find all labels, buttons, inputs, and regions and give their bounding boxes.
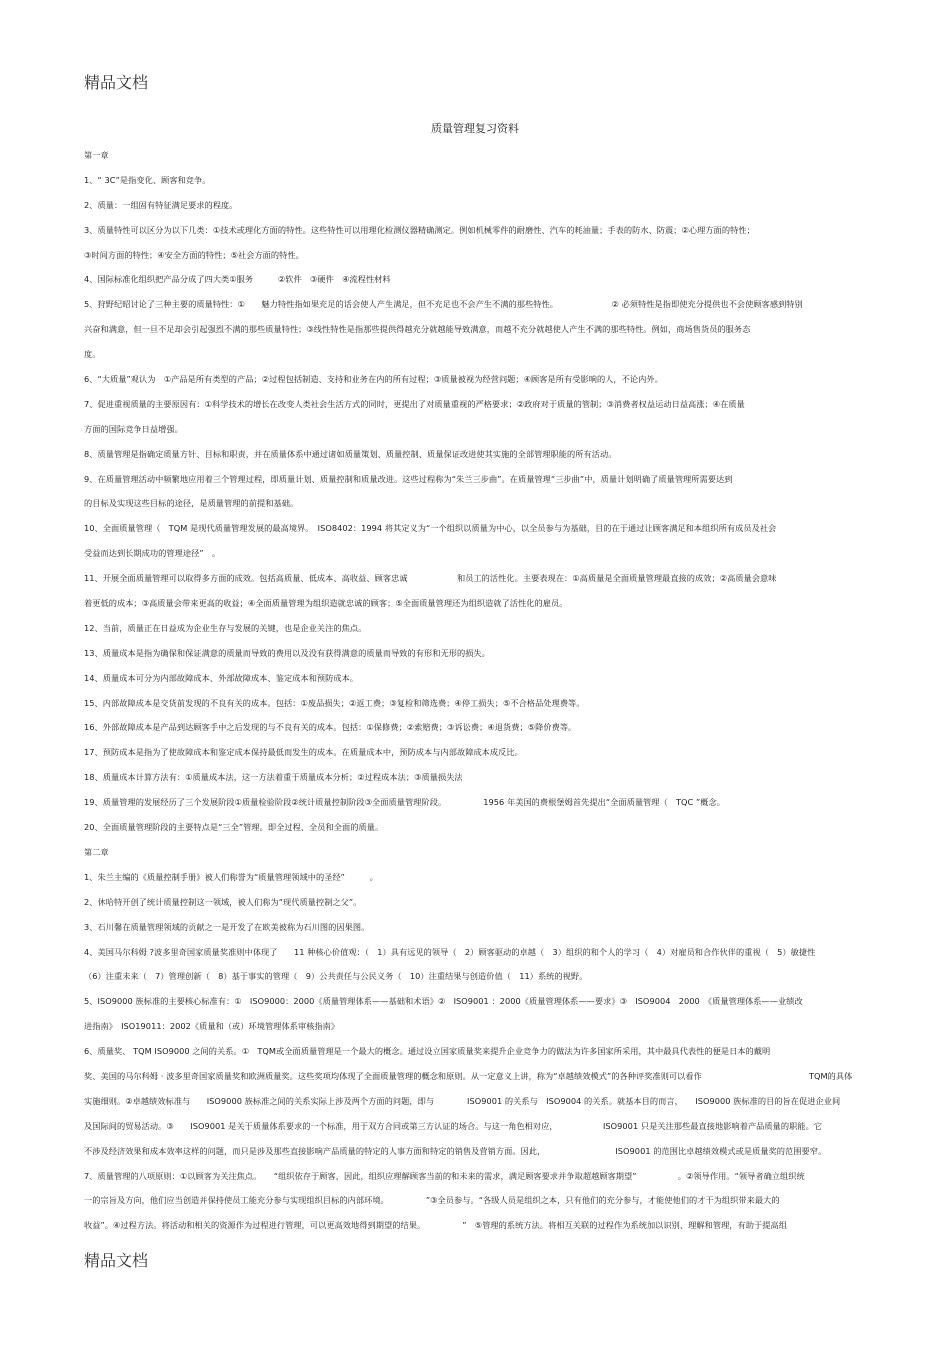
text-line: 2、质量：一组固有特征满足要求的程度。 — [84, 199, 238, 210]
text-line: 收益”。④过程方法。将活动和相关的资源作为过程进行管理，可以更高效地得到期望的结果。 ” ⑤管理的系统方法。将相互关联的过程作为系统加以识别、理解和管理，有助于提高组 — [84, 1220, 787, 1231]
text-line: 的目标及实现这些目标的途径，是质量管理的前提和基础。 — [84, 498, 299, 509]
text-line: 受益而达到长期成功的管理途径” 。 — [84, 548, 221, 559]
document-body — [84, 143, 929, 1238]
text-line: 一的宗旨及方向，他们应当创造并保持使员工能充分参与实现组织目标的内部环境。 ”③全员参与。“各级人员是组织之本，只有他们的充分参与，才能使他们的才干为组织带来最大的 — [84, 1195, 780, 1206]
text-line: 及国际间的贸易活动。③ ISO9001 是关于质量体系要求的一个标准，用于双方合同或第三方认证的场合。与这一角色相对应， ISO9001 只是关注那些最直接地影响着产品质量的职能。它 — [84, 1120, 823, 1131]
text-line: 进指南》 ISO19011：2002《质量和（或）环境管理体系审核指南》 — [84, 1021, 340, 1032]
text-line: 14、质量成本可分为内部故障成本、外部故障成本、鉴定成本和预防成本。 — [84, 672, 359, 683]
text-line: 6、质量奖、 TQM ISO9000 之间的关系。① TQM或全面质量管理是一个最大的概念。通过设立国家质量奖来提升企业竞争力的做法为许多国家所采用，其中最具代表性的便是日本的戴明 — [84, 1046, 771, 1057]
text-line: 19、质量管理的发展经历了三个发展阶段①质量检验阶段②统计质量控制阶段③全面质量管理阶段。 1956 年美国的费根堡姆首先提出“全面质量管理（ TQC ”概念。 — [84, 797, 725, 808]
text-line: 1、“ 3C”是指变化、顾客和竞争。 — [84, 174, 211, 185]
text-line: 7、促进重视质量的主要原因有：①科学技术的增长在改变人类社会生活方式的同时，更提出了对质量重视的严格要求；②政府对于质量的管制；③消费者权益运动日益高涨；④在质量 — [84, 398, 745, 409]
text-line: 11、开展全面质量管理可以取得多方面的成效。包括高质量、低成本、高收益、顾客忠诚 和员工的活性化。主要表现在：①高质量是全面质量管理最直接的成效；②高质量会意味 — [84, 573, 777, 584]
text-line: 8、质量管理是指确定质量方针、目标和职责，并在质量体系中通过诸如质量策划、质量控制、质量保证改进使其实施的全部管理职能的所有活动。 — [84, 448, 617, 459]
text-line: 兴奋和满意，但一旦不足却会引起强烈不满的那些质量特性；③线性特性是指那些提供得越充分就越能导致满意，而越不充分就越使人产生不满的那些特性。例如，商场售货员的服务态 — [84, 324, 751, 335]
document-title: 质量管理复习资料 — [431, 122, 519, 135]
text-line: 方面的国际竞争日益增强。 — [84, 423, 183, 434]
text-line: 3、石川馨在质量管理领域的贡献之一是开发了在欧美被称为石川图的因果图。 — [84, 921, 370, 932]
text-line: 5、狩野纪昭讨论了三种主要的质量特性：① 魅力特性指如果充足的话会使人产生满足，但不充足也不会产生不满的那些特性。 ② 必须特性是指即使充分提供也不会使顾客感到特别 — [84, 299, 803, 310]
text-line: 第二章 — [84, 846, 109, 857]
text-line: 奖、美国的马尔科姆 · 波多里奇国家质量奖和欧洲质量奖。这些奖项均体现了全面质量管理的概念和原则。从一定意义上讲，称为“卓越绩效模式”的各种评奖准则可以看作 TQM的具体 — [84, 1070, 853, 1081]
text-line: 第一章 — [84, 150, 109, 160]
text-line: 7、质量管理的八项原则：①以顾客为关注焦点。 “组织依存于顾客，因此，组织应理解顾客当前的和未来的需求，满足顾客要求并争取超越顾客期望” 。②领导作用。“领导者确立组织统 — [84, 1170, 805, 1181]
text-line: 1、朱兰主编的《质量控制手册》被人们称誉为“质量管理领域中的圣经” 。 — [84, 871, 378, 882]
text-line: 15、内部故障成本是交货前发现的不良有关的成本。包括：①废品损失；②返工费；③复检和筛选费；④停工损失；⑤不合格品处理费等。 — [84, 697, 585, 708]
text-line: 12、当前，质量正在日益成为企业生存与发展的关键，也是企业关注的焦点。 — [84, 622, 367, 633]
text-line: 20、全面质量管理阶段的主要特点是“三全”管理。即全过程、全员和全面的质量。 — [84, 822, 384, 833]
text-line: 9、在质量管理活动中频繁地应用着三个管理过程，即质量计划、质量控制和质量改进。这些过程称为“朱兰三步曲”。在质量管理“三步曲”中，质量计划明确了质量管理所需要达到 — [84, 473, 733, 484]
text-line: 着更低的成本；③高质量会带来更高的收益；④全面质量管理为组织造就忠诚的顾客；⑤全面质量管理还为组织造就了活性化的雇员。 — [84, 598, 568, 609]
text-line: 4、美国马尔科姆 ?波多里奇国家质量奖准则中体现了 11 种核心价值观：（ 1）具有远见的领导（ 2）顾客驱动的卓越（ 3）组织的和个人的学习（ 4）对雇员和合作伙伴的重视（ 5）敏捷性 — [84, 946, 816, 957]
text-line: 3、质量特性可以区分为以下几类：①技术或理化方面的特性。这些特性可以用理化检测仪器精确测定。例如机械零件的耐磨性、汽车的耗油量；手表的防水、防震；②心理方面的特性； — [84, 224, 755, 235]
text-line: 18、质量成本计算方法有：①质量成本法，这一方法着重于质量成本分析；②过程成本法；③质量损失法 — [84, 772, 463, 783]
text-line: 4、国际标准化组织把产品分成了四大类①服务 ②软件 ③硬件 ④流程性材料 — [84, 274, 391, 285]
text-line: 6、“大质量”观认为 ①产品是所有类型的产品；②过程包括制造、支持和业务在内的所有过程；③质量被视为经营问题；④顾客是所有受影响的人，不论内外。 — [84, 374, 663, 385]
text-line: 16、外部故障成本是产品到达顾客手中之后发现的与不良有关的成本。包括：①保修费；②索赔费；③诉讼费；④退货费；⑤降价费等。 — [84, 722, 577, 733]
page-header: 精品文档 — [84, 73, 149, 92]
text-line: 不涉及经济效果和成本效率这样的问题，而只是涉及那些直接影响产品质量的特定的人事方面和特定的销售及营销方面。因此， ISO9001 的范围比卓越绩效模式或是质量奖的范围要窄。 — [84, 1145, 827, 1156]
page-footer: 精品文档 — [84, 1251, 149, 1270]
text-line: 2、休哈特开创了统计质量控制这一领域，被人们称为“现代质量控制之父”。 — [84, 896, 362, 907]
text-line: 13、质量成本是指为确保和保证满意的质量而导致的费用以及没有获得满意的质量而导致的有形和无形的损失。 — [84, 647, 490, 658]
text-line: ③时间方面的特性；④安全方面的特性；⑤社会方面的特性。 — [84, 249, 304, 260]
text-line: （6）注重未来（ 7）管理创新（ 8）基于事实的管理（ 9）公共责任与公民义务（ 10）注重结果与创造价值（ 11）系统的视野。 — [84, 971, 588, 982]
text-line: 5、ISO9000 族标准的主要核心标准有：① ISO9000：2000《质量管理体系——基础和术语》② ISO9001 ：2000《质量管理体系——要求》③ ISO9004 2000 《质量管理体系——业绩改 — [84, 996, 803, 1007]
text-line: 10、全面质量管理（ TQM 是现代质量管理发展的最高境界。 ISO8402：1994 将其定义为“一个组织以质量为中心，以全员参与为基础，目的在于通过让顾客满足和本组织所有成员及社会 — [84, 523, 777, 534]
text-line: 度。 — [84, 349, 101, 360]
text-line: 17、预防成本是指为了使故障成本和鉴定成本保持最低而发生的成本。在质量成本中，预防成本与内部故障成本成反比。 — [84, 747, 523, 758]
text-line: 实施细则。②卓越绩效标准与 ISO9000 族标准之间的关系实际上涉及两个方面的问题，即与 ISO9001 的关系与 ISO9004 的关系。就基本目的而言， ISO9000 族标准的目的旨在促进企业间 — [84, 1095, 841, 1106]
